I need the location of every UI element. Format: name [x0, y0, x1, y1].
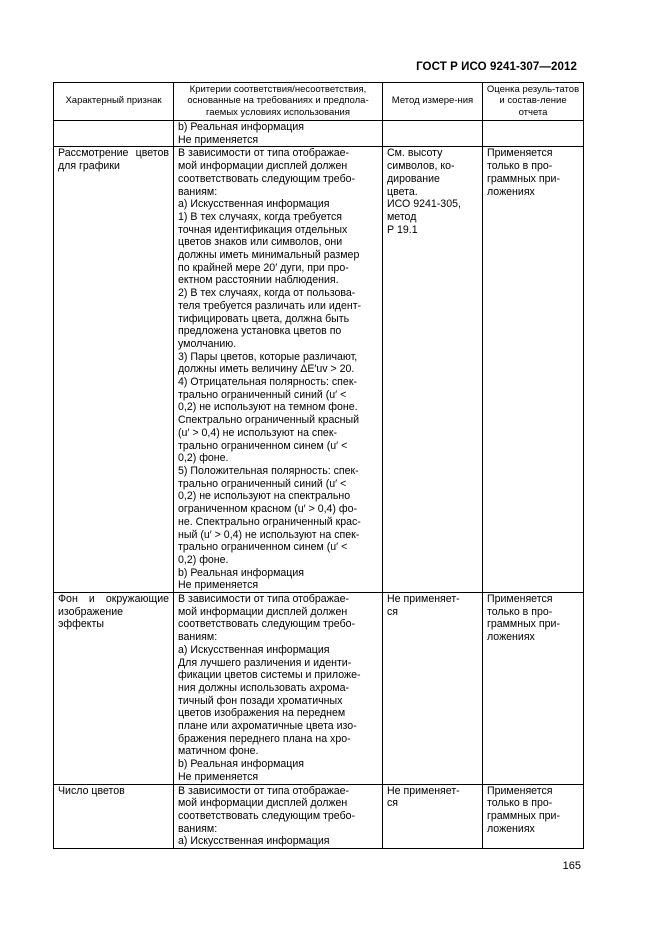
cell-line: должны иметь минимальный размер — [178, 249, 360, 262]
cell-line: мой информации дисплей должен — [178, 605, 348, 618]
cell-line: ложениях — [487, 631, 535, 644]
cell-line: предложена установка цветов по — [178, 325, 342, 338]
table-header-row — [54, 83, 584, 121]
cell-line: мой информации дисплей должен — [178, 797, 348, 810]
cell-line: 2) В тех случаях, когда от пользова- — [178, 287, 356, 300]
cell-line: В зависимости от типа отображае- — [178, 147, 350, 160]
cell-evaluation — [483, 784, 584, 849]
cell-line: трально ограниченном синем (u′ < — [178, 541, 348, 554]
cell-line: ограниченном красном (u′ > 0,4) фо- — [178, 503, 358, 516]
cell-line: ный (u′ > 0,4) не используют на спек- — [178, 528, 360, 541]
cell-criteria — [174, 147, 383, 593]
criteria-line: b) Реальная информация — [178, 121, 305, 133]
cell-line: Не применяет- — [387, 593, 460, 606]
page-number: 165 — [562, 860, 581, 872]
cell-line: цветов изображения на переднем — [178, 707, 346, 720]
requirements-table — [53, 82, 584, 849]
header-criteria: Критерии соответствия/несоответствия, основанные на требованиях и предпола-гаемых условиях использования — [174, 83, 383, 121]
cell-line: 0,2) не используют на темном фоне. — [178, 401, 358, 414]
cell-line: цвета. — [387, 185, 418, 198]
cell-line: ся — [387, 797, 399, 810]
cell-line: Применяется — [487, 147, 553, 160]
cell-feature: Рассмотрение цветов для графики — [54, 147, 174, 593]
table-row-continuation — [54, 121, 584, 147]
cell-line: теля требуется различать или идент- — [178, 299, 362, 312]
cell-criteria — [174, 121, 383, 147]
cell-line: трально ограниченный синий (u′ < — [178, 477, 347, 490]
cell-line: 5) Положительная полярность: спек- — [178, 464, 359, 477]
cell-line: ния должны использовать ахрома- — [178, 681, 350, 694]
cell-line: ложениях — [487, 185, 535, 198]
cell-line: только в про- — [487, 797, 553, 810]
cell-criteria — [174, 784, 383, 849]
cell-line: граммных при- — [487, 618, 560, 631]
cell-line: В зависимости от типа отображае- — [178, 593, 350, 606]
cell-line: не. Спектрально ограниченный крас- — [178, 515, 361, 528]
cell-line: соответствовать следующим требо- — [178, 618, 356, 631]
cell-line: 3) Пары цветов, которые различают, — [178, 350, 358, 363]
cell-line: соответствовать следующим требо- — [178, 172, 356, 185]
table-row-graphics-colors — [54, 147, 584, 593]
cell-line: ся — [387, 605, 399, 618]
cell-evaluation — [483, 593, 584, 785]
cell-line: цветов знаков или символов, они — [178, 236, 343, 249]
cell-line: умолчанию. — [178, 337, 237, 350]
cell-line: Не применяет- — [387, 784, 460, 797]
cell-line: a) Искусственная информация — [178, 835, 330, 848]
cell-line: Спектрально ограниченный красный — [178, 414, 360, 427]
cell-line: граммных при- — [487, 172, 560, 185]
cell-line: 4) Отрицательная полярность: спек- — [178, 376, 357, 389]
cell-line: (u′ > 0,4) не используют на спек- — [178, 426, 337, 439]
cell-line: Применяется — [487, 593, 553, 606]
cell-line: соответствовать следующим требо- — [178, 809, 356, 822]
cell-line: трально ограниченном синем (u′ < — [178, 439, 348, 452]
cell-line: b) Реальная информация — [178, 566, 305, 579]
cell-line: по крайней мере 20′ дуги, при про- — [178, 261, 349, 274]
header-method: Метод измере-ния — [383, 83, 483, 121]
cell-line: трально ограниченный синий (u′ < — [178, 388, 347, 401]
cell-line: Не применяется — [178, 770, 259, 783]
cell-method — [383, 121, 483, 147]
cell-line: a) Искусственная информация — [178, 198, 330, 211]
cell-feature — [54, 121, 174, 147]
cell-line: 0,2) не используют на спектрально — [178, 490, 351, 503]
table-row-number-of-colors — [54, 784, 584, 849]
cell-line: граммных при- — [487, 809, 560, 822]
cell-feature: Число цветов — [54, 784, 174, 849]
cell-method — [383, 593, 483, 785]
header-feature: Характерный признак — [54, 83, 174, 121]
cell-line: точная идентификация отдельных — [178, 223, 348, 236]
standard-designation: ГОСТ Р ИСО 9241-307—2012 — [416, 61, 577, 73]
cell-evaluation — [483, 147, 584, 593]
cell-line: фикации цветов системы и приложе- — [178, 669, 361, 682]
table-row-background-effects — [54, 593, 584, 785]
cell-line: См. высоту — [387, 147, 443, 160]
cell-method — [383, 784, 483, 849]
cell-line: мой информации дисплей должен — [178, 160, 348, 173]
cell-line: 0,2) фоне. — [178, 452, 229, 465]
criteria-line: Не применяется — [178, 133, 259, 146]
header-evaluation: Оценка резуль-татов и состав-ление отчета — [483, 83, 584, 121]
cell-line: Для лучшего различения и иденти- — [178, 656, 352, 669]
cell-line: тифицировать цвета, должна быть — [178, 312, 350, 325]
cell-line: ИСО 9241-305, — [387, 198, 461, 211]
cell-line: В зависимости от типа отображае- — [178, 784, 350, 797]
cell-line: 0,2) фоне. — [178, 553, 229, 566]
cell-line: ваниям: — [178, 185, 218, 198]
cell-line: a) Искусственная информация — [178, 643, 330, 656]
cell-line: Не применяется — [178, 579, 259, 592]
cell-line: Применяется — [487, 784, 553, 797]
cell-line: метод — [387, 210, 417, 223]
cell-line: b) Реальная информация — [178, 758, 305, 771]
cell-feature: Фон и окружающие изображение эффекты — [54, 593, 174, 785]
cell-line: только в про- — [487, 605, 553, 618]
cell-line: матичном фоне. — [178, 745, 259, 758]
cell-line: символов, ко- — [387, 160, 455, 173]
cell-line: плане или ахроматичные цвета изо- — [178, 720, 357, 733]
cell-line: ваниям: — [178, 631, 218, 644]
cell-criteria — [174, 593, 383, 785]
cell-method — [383, 147, 483, 593]
cell-line: ложениях — [487, 822, 535, 835]
cell-line: дирование — [387, 172, 440, 185]
cell-line: ектном расстоянии наблюдения. — [178, 274, 339, 287]
cell-line: ваниям: — [178, 822, 218, 835]
cell-line: тичный фон позади хроматичных — [178, 694, 343, 707]
cell-line: бражения переднего плана на хро- — [178, 732, 351, 745]
cell-line: Р 19.1 — [387, 223, 418, 236]
cell-line: только в про- — [487, 160, 553, 173]
cell-line: должны иметь величину ΔE′uv > 20. — [178, 363, 355, 376]
cell-line: 1) В тех случаях, когда требуется — [178, 210, 342, 223]
cell-evaluation — [483, 121, 584, 147]
